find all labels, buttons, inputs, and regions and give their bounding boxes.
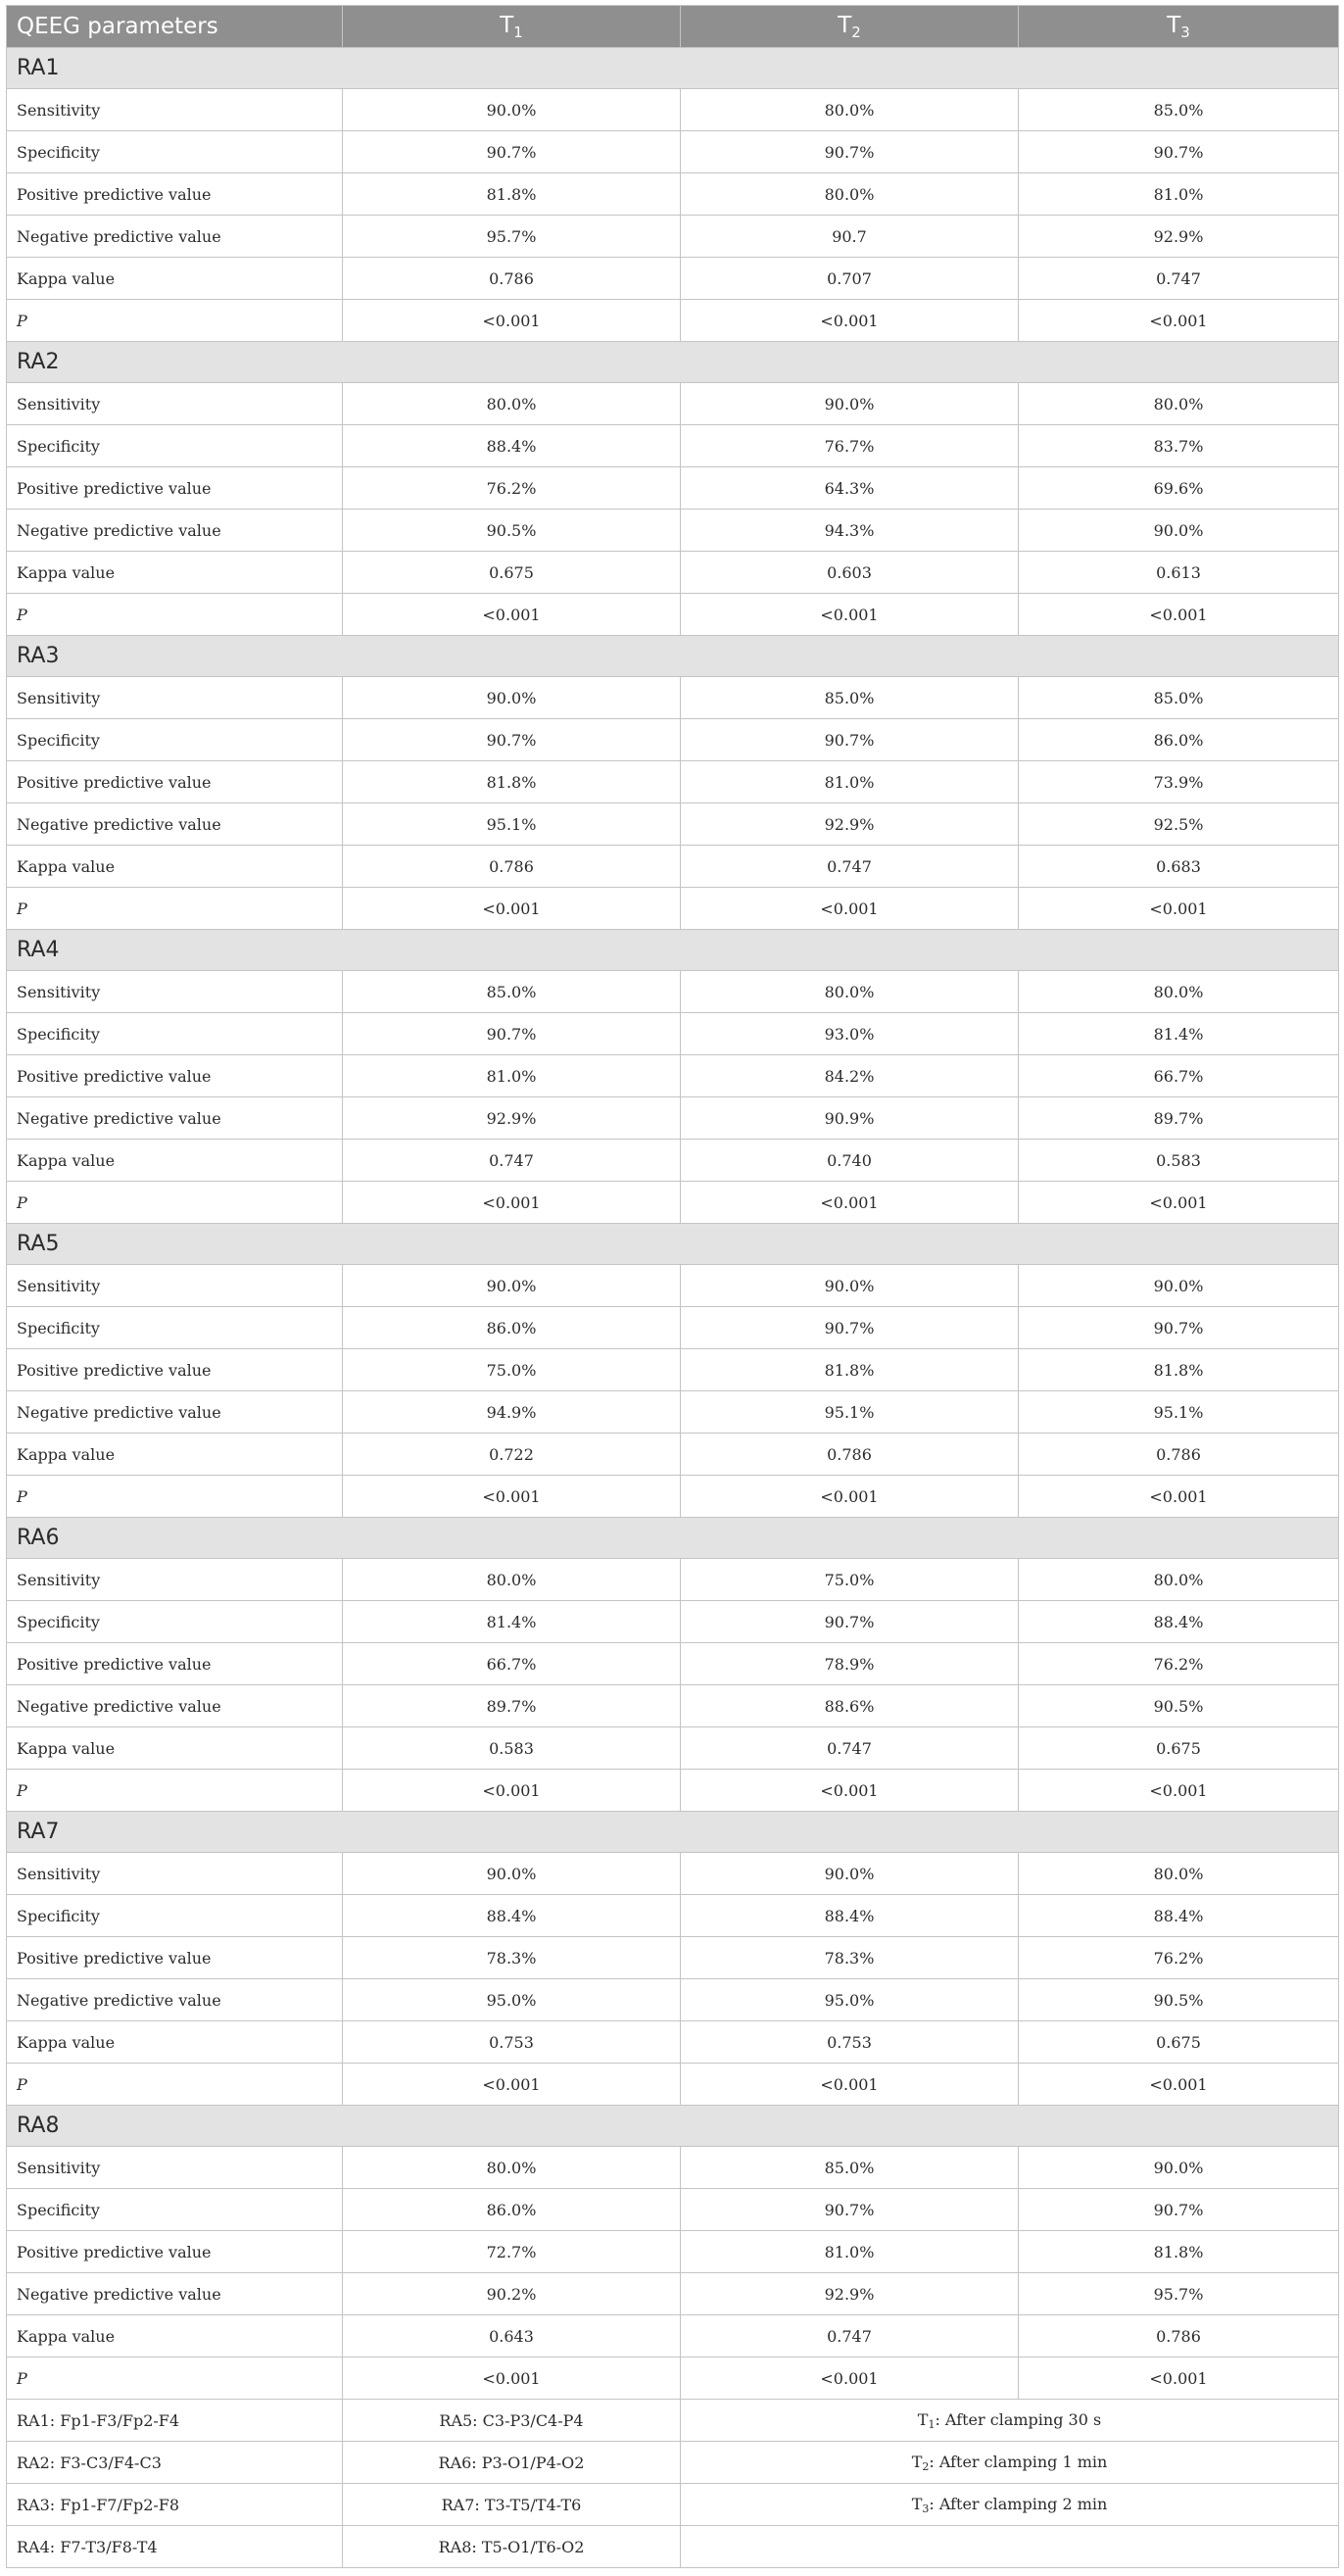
row-label: Kappa value [7,1434,343,1476]
footnote-right [681,2442,1339,2484]
cell-value-t3: <0.001 [1019,1182,1339,1224]
group-header-row [7,1518,1339,1559]
footnote-t-base: T [911,2494,923,2513]
row-label: P [7,300,343,342]
cell-value-t3: 88.4% [1019,1601,1339,1643]
row-label: Positive predictive value [7,173,343,216]
table-row [7,1979,1339,2021]
footnote-t-base: T [911,2452,923,2471]
cell-value-t3: 90.0% [1019,2147,1339,2189]
row-label: P [7,2064,343,2106]
cell-value-t2: 84.2% [681,1055,1019,1097]
cell-value-t3: 0.786 [1019,2315,1339,2357]
cell-value-t1: 0.722 [343,1434,681,1476]
cell-value-t1: 90.7% [343,131,681,173]
table-row [7,2064,1339,2106]
group-header-row [7,1812,1339,1853]
footnote-left: RA3: Fp1-F7/Fp2-F8 [7,2484,343,2526]
cell-value-t2: 95.0% [681,1979,1019,2021]
cell-value-t2: 90.7 [681,216,1019,258]
cell-value-t2: <0.001 [681,1770,1019,1812]
footnote-t-text: : After clamping 30 s [935,2409,1102,2429]
header-t2-sub: 2 [851,23,861,41]
cell-value-t3: 85.0% [1019,677,1339,719]
cell-value-t2: <0.001 [681,2357,1019,2400]
cell-value-t3: 0.675 [1019,1727,1339,1770]
row-label: Positive predictive value [7,1055,343,1097]
footnote-left: RA2: F3-C3/F4-C3 [7,2442,343,2484]
header-t1-base: T [500,12,514,38]
table-row [7,2147,1339,2189]
cell-value-t2: <0.001 [681,1182,1019,1224]
table-row [7,1559,1339,1601]
footnote-t-sub: 1 [928,2417,936,2431]
cell-value-t2: 0.786 [681,1434,1019,1476]
cell-value-t3: 0.613 [1019,552,1339,594]
qeeg-results-table [6,5,1339,2568]
cell-value-t1: 0.643 [343,2315,681,2357]
table-row [7,1727,1339,1770]
footnote-row [7,2400,1339,2442]
cell-value-t3: 90.7% [1019,131,1339,173]
group-header-row [7,636,1339,677]
cell-value-t1: 90.2% [343,2273,681,2315]
row-label: Specificity [7,1601,343,1643]
cell-value-t2: 78.9% [681,1643,1019,1685]
row-label: Positive predictive value [7,761,343,803]
cell-value-t3: 0.747 [1019,258,1339,300]
cell-value-t2: 0.707 [681,258,1019,300]
cell-value-t3: 85.0% [1019,89,1339,131]
cell-value-t1: 0.583 [343,1727,681,1770]
cell-value-t2: 94.3% [681,510,1019,552]
cell-value-t3: 90.5% [1019,1685,1339,1727]
cell-value-t3: 80.0% [1019,1559,1339,1601]
row-label: Positive predictive value [7,1937,343,1979]
table-row [7,1601,1339,1643]
row-label: Specificity [7,1013,343,1055]
group-label: RA7 [7,1812,1339,1853]
cell-value-t2: 90.0% [681,383,1019,425]
cell-value-t3: 0.583 [1019,1140,1339,1182]
cell-value-t2: 90.7% [681,1307,1019,1349]
cell-value-t1: <0.001 [343,1476,681,1518]
cell-value-t2: 90.0% [681,1853,1019,1895]
table-row [7,1055,1339,1097]
table-row [7,846,1339,888]
cell-value-t2: 90.0% [681,1265,1019,1307]
cell-value-t3: 88.4% [1019,1895,1339,1937]
cell-value-t3: 89.7% [1019,1097,1339,1140]
row-label: Kappa value [7,1727,343,1770]
header-t2-base: T [838,12,852,38]
row-label: P [7,1770,343,1812]
table-row [7,300,1339,342]
cell-value-t3: 95.1% [1019,1391,1339,1434]
table-row [7,173,1339,216]
cell-value-t2: 92.9% [681,2273,1019,2315]
table-row [7,2231,1339,2273]
footnote-right [681,2484,1339,2526]
table-row [7,258,1339,300]
cell-value-t1: 88.4% [343,1895,681,1937]
footnote-mid: RA7: T3-T5/T4-T6 [343,2484,681,2526]
cell-value-t3: 76.2% [1019,1643,1339,1685]
row-label: Sensitivity [7,971,343,1013]
cell-value-t2: 90.9% [681,1097,1019,1140]
cell-value-t3: 0.675 [1019,2021,1339,2064]
row-label: Specificity [7,1895,343,1937]
cell-value-t3: 69.6% [1019,467,1339,510]
cell-value-t3: 66.7% [1019,1055,1339,1097]
cell-value-t1: 85.0% [343,971,681,1013]
table-row [7,2357,1339,2400]
table-row [7,1434,1339,1476]
cell-value-t3: <0.001 [1019,2064,1339,2106]
cell-value-t1: 81.4% [343,1601,681,1643]
cell-value-t2: 90.7% [681,719,1019,761]
table-row [7,1853,1339,1895]
row-label: Kappa value [7,1140,343,1182]
row-label: Kappa value [7,846,343,888]
row-label: Positive predictive value [7,1349,343,1391]
cell-value-t3: 92.9% [1019,216,1339,258]
cell-value-t3: <0.001 [1019,300,1339,342]
cell-value-t2: <0.001 [681,888,1019,930]
row-label: Kappa value [7,2021,343,2064]
cell-value-t1: 0.786 [343,258,681,300]
table-row [7,1349,1339,1391]
cell-value-t2: 75.0% [681,1559,1019,1601]
row-label: Kappa value [7,552,343,594]
cell-value-t2: 80.0% [681,173,1019,216]
cell-value-t3: 73.9% [1019,761,1339,803]
group-label: RA3 [7,636,1339,677]
cell-value-t3: 86.0% [1019,719,1339,761]
table-row [7,1937,1339,1979]
table-row [7,2021,1339,2064]
row-label: P [7,1182,343,1224]
row-label: Sensitivity [7,2147,343,2189]
cell-value-t2: 0.747 [681,2315,1019,2357]
cell-value-t3: <0.001 [1019,1476,1339,1518]
cell-value-t2: <0.001 [681,300,1019,342]
header-row [7,6,1339,48]
group-header-row [7,2106,1339,2147]
footnote-left: RA4: F7-T3/F8-T4 [7,2526,343,2568]
row-label: Negative predictive value [7,1391,343,1434]
cell-value-t3: 92.5% [1019,803,1339,846]
cell-value-t3: 95.7% [1019,2273,1339,2315]
cell-value-t3: 81.4% [1019,1013,1339,1055]
cell-value-t2: 85.0% [681,677,1019,719]
cell-value-t2: 95.1% [681,1391,1019,1434]
cell-value-t2: 85.0% [681,2147,1019,2189]
header-t1-sub: 1 [513,23,523,41]
cell-value-t2: <0.001 [681,2064,1019,2106]
row-label: Specificity [7,719,343,761]
footnote-t-sub: 3 [922,2502,930,2515]
cell-value-t1: 0.786 [343,846,681,888]
row-label: Specificity [7,131,343,173]
cell-value-t2: 0.740 [681,1140,1019,1182]
cell-value-t1: 90.0% [343,89,681,131]
table-row [7,803,1339,846]
table-row [7,2315,1339,2357]
cell-value-t2: 92.9% [681,803,1019,846]
group-header-row [7,1224,1339,1265]
cell-value-t3: 83.7% [1019,425,1339,467]
footnote-right [681,2526,1339,2568]
footnote-t-text: : After clamping 1 min [929,2452,1108,2471]
cell-value-t2: <0.001 [681,594,1019,636]
cell-value-t2: 90.7% [681,131,1019,173]
table-row [7,425,1339,467]
row-label: Negative predictive value [7,1979,343,2021]
cell-value-t1: <0.001 [343,888,681,930]
group-label: RA6 [7,1518,1339,1559]
cell-value-t1: <0.001 [343,300,681,342]
cell-value-t1: <0.001 [343,1182,681,1224]
cell-value-t1: 90.0% [343,1265,681,1307]
group-header-row [7,48,1339,89]
table-row [7,552,1339,594]
table-row [7,2189,1339,2231]
cell-value-t1: <0.001 [343,2357,681,2400]
cell-value-t1: 90.0% [343,677,681,719]
row-label: Negative predictive value [7,216,343,258]
table-row [7,677,1339,719]
table-row [7,510,1339,552]
group-header-row [7,930,1339,971]
row-label: Kappa value [7,258,343,300]
header-t3 [1019,6,1339,48]
row-label: Negative predictive value [7,803,343,846]
cell-value-t3: 90.7% [1019,2189,1339,2231]
cell-value-t3: 81.8% [1019,2231,1339,2273]
table-row [7,216,1339,258]
table-row [7,383,1339,425]
cell-value-t1: 88.4% [343,425,681,467]
cell-value-t1: 90.7% [343,1013,681,1055]
footnote-row [7,2526,1339,2568]
cell-value-t1: 95.7% [343,216,681,258]
cell-value-t3: 0.786 [1019,1434,1339,1476]
cell-value-t3: 90.7% [1019,1307,1339,1349]
row-label: P [7,594,343,636]
row-label: Sensitivity [7,677,343,719]
footnote-t-sub: 2 [922,2459,930,2473]
footnote-mid: RA8: T5-O1/T6-O2 [343,2526,681,2568]
cell-value-t1: 92.9% [343,1097,681,1140]
cell-value-t3: 80.0% [1019,1853,1339,1895]
cell-value-t2: 80.0% [681,971,1019,1013]
table-row [7,1770,1339,1812]
cell-value-t2: 90.7% [681,2189,1019,2231]
cell-value-t3: <0.001 [1019,888,1339,930]
table-row [7,131,1339,173]
cell-value-t1: <0.001 [343,594,681,636]
cell-value-t2: 81.0% [681,761,1019,803]
cell-value-t1: 89.7% [343,1685,681,1727]
table-row [7,1265,1339,1307]
header-t2 [681,6,1019,48]
group-label: RA1 [7,48,1339,89]
cell-value-t1: <0.001 [343,1770,681,1812]
header-param-label: QEEG parameters [7,6,343,48]
footnote-mid: RA5: C3-P3/C4-P4 [343,2400,681,2442]
cell-value-t3: 76.2% [1019,1937,1339,1979]
table-header [7,6,1339,48]
row-label: Sensitivity [7,1853,343,1895]
table-row [7,1013,1339,1055]
row-label: P [7,888,343,930]
row-label: Positive predictive value [7,467,343,510]
row-label: Positive predictive value [7,1643,343,1685]
cell-value-t1: 90.0% [343,1853,681,1895]
row-label: Specificity [7,1307,343,1349]
table-row [7,1895,1339,1937]
cell-value-t2: 88.4% [681,1895,1019,1937]
group-label: RA2 [7,342,1339,383]
cell-value-t3: 81.8% [1019,1349,1339,1391]
cell-value-t3: 80.0% [1019,383,1339,425]
cell-value-t1: 81.0% [343,1055,681,1097]
footnote-left: RA1: Fp1-F3/Fp2-F4 [7,2400,343,2442]
cell-value-t3: 81.0% [1019,173,1339,216]
row-label: Sensitivity [7,89,343,131]
cell-value-t2: 78.3% [681,1937,1019,1979]
table-row [7,1685,1339,1727]
row-label: Sensitivity [7,383,343,425]
cell-value-t1: 94.9% [343,1391,681,1434]
table-row [7,1140,1339,1182]
cell-value-t1: 78.3% [343,1937,681,1979]
cell-value-t2: 81.0% [681,2231,1019,2273]
cell-value-t1: 75.0% [343,1349,681,1391]
footnote-t-text: : After clamping 2 min [929,2494,1108,2513]
footnote-mid: RA6: P3-O1/P4-O2 [343,2442,681,2484]
cell-value-t1: 90.7% [343,719,681,761]
table-row [7,761,1339,803]
cell-value-t2: 76.7% [681,425,1019,467]
row-label: Specificity [7,425,343,467]
cell-value-t2: 0.603 [681,552,1019,594]
cell-value-t1: 0.747 [343,1140,681,1182]
cell-value-t1: 80.0% [343,1559,681,1601]
cell-value-t2: 93.0% [681,1013,1019,1055]
cell-value-t2: 90.7% [681,1601,1019,1643]
footnote-row [7,2484,1339,2526]
table-body [7,48,1339,2568]
table-row [7,2273,1339,2315]
table-row [7,1476,1339,1518]
table-row [7,467,1339,510]
table-row [7,719,1339,761]
row-label: P [7,2357,343,2400]
group-label: RA8 [7,2106,1339,2147]
cell-value-t3: <0.001 [1019,2357,1339,2400]
cell-value-t1: 81.8% [343,761,681,803]
row-label: Negative predictive value [7,510,343,552]
cell-value-t2: 88.6% [681,1685,1019,1727]
header-t3-base: T [1167,12,1181,38]
table-row [7,594,1339,636]
group-label: RA5 [7,1224,1339,1265]
row-label: Specificity [7,2189,343,2231]
row-label: Kappa value [7,2315,343,2357]
table-row [7,89,1339,131]
cell-value-t1: 95.1% [343,803,681,846]
cell-value-t3: 90.5% [1019,1979,1339,2021]
table-row [7,1643,1339,1685]
table-row [7,971,1339,1013]
row-label: Negative predictive value [7,2273,343,2315]
row-label: Negative predictive value [7,1685,343,1727]
row-label: Sensitivity [7,1265,343,1307]
cell-value-t2: 81.8% [681,1349,1019,1391]
cell-value-t1: 86.0% [343,2189,681,2231]
row-label: Sensitivity [7,1559,343,1601]
cell-value-t3: 90.0% [1019,510,1339,552]
cell-value-t1: 72.7% [343,2231,681,2273]
cell-value-t3: <0.001 [1019,594,1339,636]
header-t1 [343,6,681,48]
footnote-right [681,2400,1339,2442]
cell-value-t3: 0.683 [1019,846,1339,888]
row-label: Positive predictive value [7,2231,343,2273]
cell-value-t2: <0.001 [681,1476,1019,1518]
footnote-t-base: T [917,2409,929,2429]
table-row [7,1182,1339,1224]
table-row [7,1307,1339,1349]
row-label: Negative predictive value [7,1097,343,1140]
footnote-row [7,2442,1339,2484]
cell-value-t1: <0.001 [343,2064,681,2106]
row-label: P [7,1476,343,1518]
cell-value-t2: 80.0% [681,89,1019,131]
group-label: RA4 [7,930,1339,971]
cell-value-t1: 90.5% [343,510,681,552]
cell-value-t2: 0.747 [681,846,1019,888]
cell-value-t1: 86.0% [343,1307,681,1349]
cell-value-t1: 66.7% [343,1643,681,1685]
cell-value-t1: 76.2% [343,467,681,510]
cell-value-t1: 95.0% [343,1979,681,2021]
cell-value-t1: 80.0% [343,383,681,425]
cell-value-t1: 0.753 [343,2021,681,2064]
group-header-row [7,342,1339,383]
table-row [7,888,1339,930]
header-t3-sub: 3 [1180,23,1190,41]
cell-value-t2: 0.747 [681,1727,1019,1770]
cell-value-t1: 80.0% [343,2147,681,2189]
cell-value-t1: 81.8% [343,173,681,216]
cell-value-t3: 90.0% [1019,1265,1339,1307]
cell-value-t2: 64.3% [681,467,1019,510]
cell-value-t3: <0.001 [1019,1770,1339,1812]
cell-value-t2: 0.753 [681,2021,1019,2064]
cell-value-t1: 0.675 [343,552,681,594]
table-row [7,1097,1339,1140]
table-row [7,1391,1339,1434]
cell-value-t3: 80.0% [1019,971,1339,1013]
